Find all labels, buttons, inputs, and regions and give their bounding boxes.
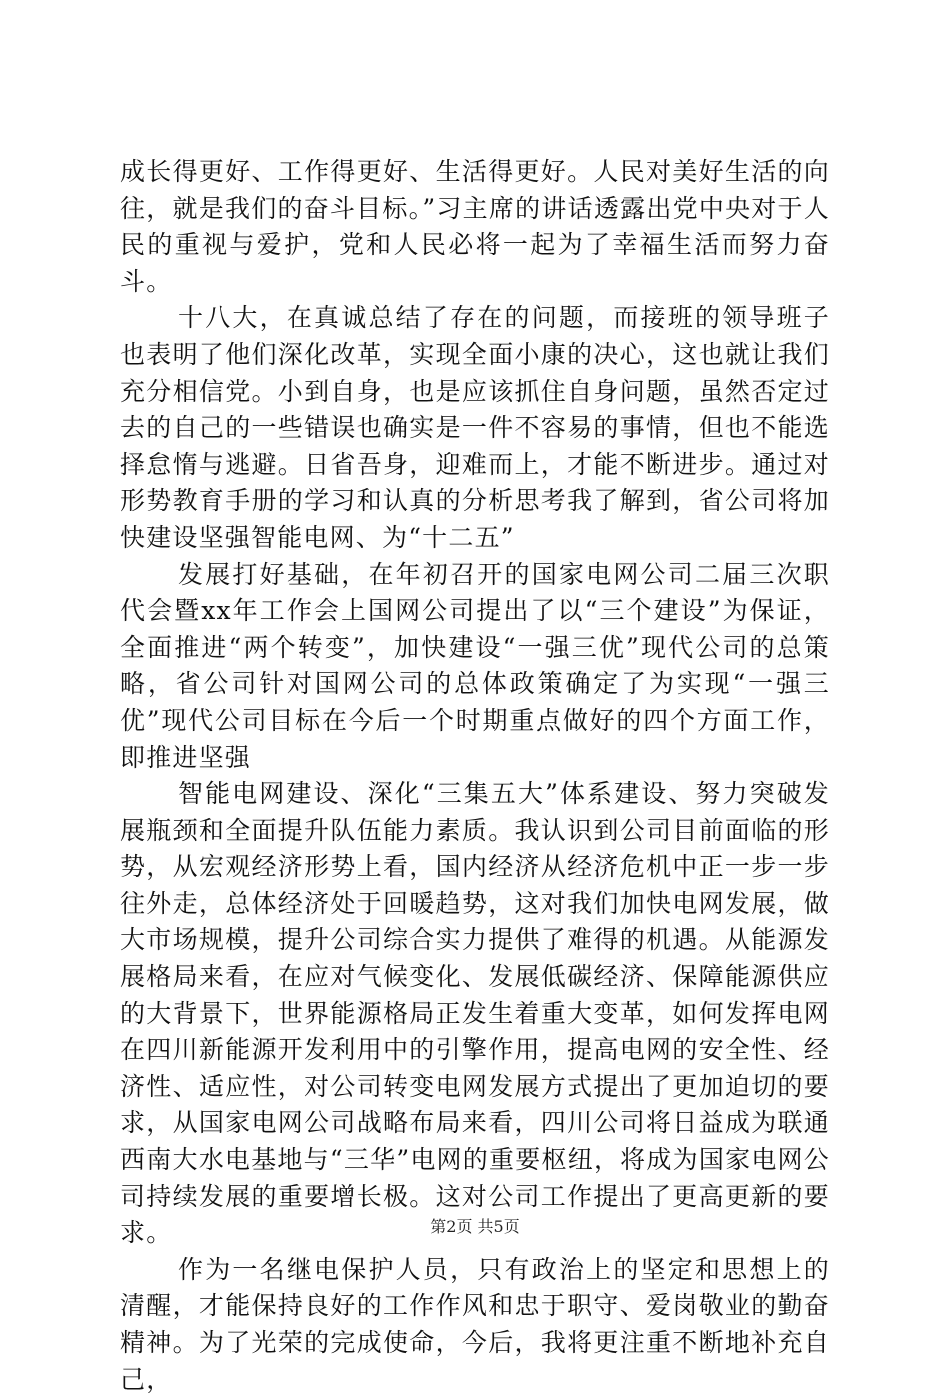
paragraph-3: 发展打好基础，在年初召开的国家电网公司二届三次职代会暨xx年工作会上国网公司提出了以“三个建设”为保证，全面推进“两个转变”，加快建设“一强三优”现代公司的总策略，省公司针对国网公司的总体政策确定了为实现“一强三优”现代公司目标在今后一个时期重点做好的四个方面工作，即推进坚强 xyxy=(120,559,830,772)
paragraph-1: 成长得更好、工作得更好、生活得更好。人民对美好生活的向往，就是我们的奋斗目标。”习主席的讲话透露出党中央对于人民的重视与爱护，党和人民必将一起为了幸福生活而努力奋斗。 xyxy=(120,157,830,296)
paragraph-2: 十八大，在真诚总结了存在的问题，而接班的领导班子也表明了他们深化改革，实现全面小康的决心，这也就让我们充分相信党。小到自身，也是应该抓住自身问题，虽然否定过去的自己的一些错误也确实是一件不容易的事情，但也不能选择怠惰与逃避。日省吾身，迎难而上，才能不断进步。通过对形势教育手册的学习和认真的分析思考我了解到，省公司将加快建设坚强智能电网、为“十二五” xyxy=(120,303,830,552)
page-number-footer: 第2页 共5页 xyxy=(430,1217,520,1236)
paragraph-5: 作为一名继电保护人员，只有政治上的坚定和思想上的清醒，才能保持良好的工作作风和忠于职守、爱岗敬业的勤奋精神。为了光荣的完成使命，今后，我将更注重不断地补充自己， xyxy=(120,1254,830,1394)
body-text xyxy=(120,154,830,1398)
paragraph-4: 智能电网建设、深化“三集五大”体系建设、努力突破发展瓶颈和全面提升队伍能力素质。我认识到公司目前面临的形势，从宏观经济形势上看，国内经济从经济危机中正一步一步往外走，总体经济处于回暖趋势，这对我们加快电网发展，做大市场规模，提升公司综合实力提供了难得的机遇。从能源发展格局来看，在应对气候变化、发展低碳经济、保障能源供应的大背景下，世界能源格局正发生着重大变革，如何发挥电网在四川新能源开发利用中的引擎作用，提高电网的安全性、经济性、适应性，对公司转变电网发展方式提出了更加迫切的要求，从国家电网公司战略布局来看，四川公司将日益成为联通西南大水电基地与“三华”电网的重要枢纽，将成为国家电网公司持续发展的重要增长极。这对公司工作提出了更高更新的要求。 xyxy=(120,779,830,1248)
